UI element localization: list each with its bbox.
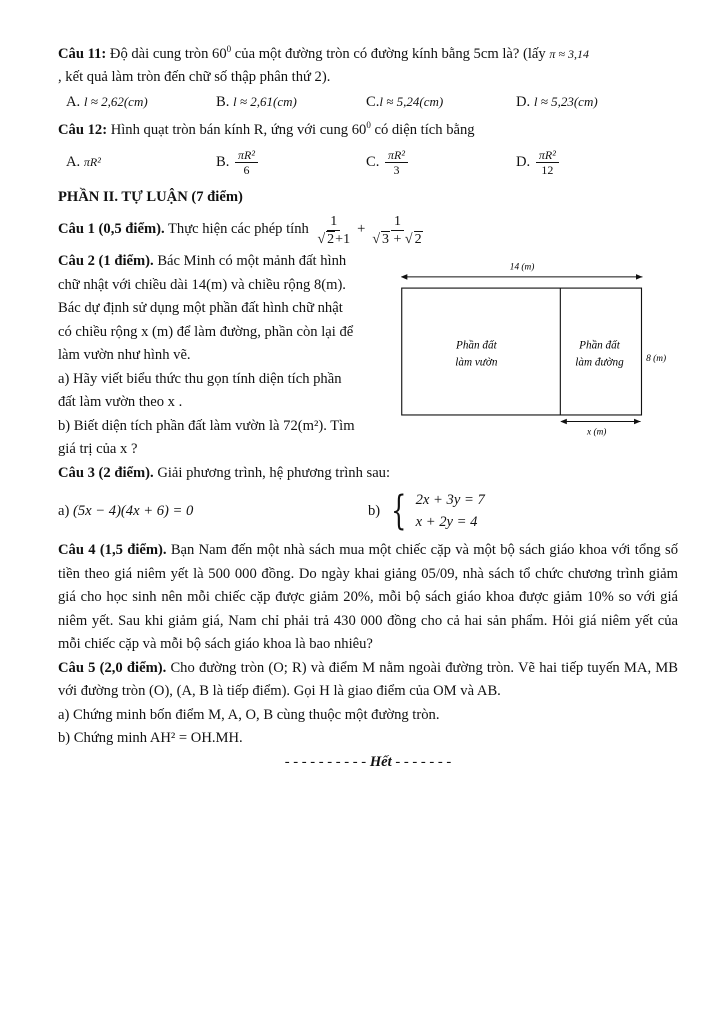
p1-question: Câu 1 (0,5 điểm). Thực hiện các phép tính $\frac{1}{√ 2+1}$ + $\frac{1}{√ 3 + √ 2}$ [58, 210, 678, 250]
q11-question: Câu 11: Độ dài cung tròn $60^0$ của một đường tròn có đường kính bằng 5cm là? (lấy π ≈ 3,14 [58, 44, 589, 62]
x-label: x (m) [587, 427, 607, 438]
p2-label: Câu 2 (1 điểm). [58, 253, 154, 270]
exam-page [58, 38, 678, 774]
garden-label-2: làm vườn [455, 356, 498, 369]
p1-fraction-2: $\frac{1}{√ 3 + √ 2}$ [372, 213, 422, 247]
q11-label: Câu 11: [58, 45, 107, 62]
p1-fraction-1: $\frac{1}{√ 2+1}$ [317, 213, 351, 247]
width-label: 8 (m) [646, 354, 667, 365]
part2-title: PHẦN II. TỰ LUẬN (7 điểm) [58, 189, 243, 206]
p3-question: Câu 3 (2 điểm). Giải phương trình, hệ phương trình sau: [58, 464, 391, 481]
garden-label-1: Phần đất [456, 339, 497, 352]
p2-block [58, 250, 678, 462]
p4-question: Câu 4 (1,5 điểm). Bạn Nam đến một nhà sách mua một chiếc cặp và một bộ sách giáo khoa với tổng số tiền theo giá niêm yết là 500 000 đồng. Do ngày khai giảng 05/09, nhà sách tổ chức chương trình giảm giá cho học sinh nên mỗi chiếc cặp được giảm 20%, mỗi bộ sách giáo khoa được giảm 10% so với giá niêm yết. Sau khi giảm giá, Nam chỉ phải trả 430 000 đồng cho cả hai sản phẩm. Hỏi giá niêm yết của mỗi chiếc cặp và mỗi bộ sách giáo khoa là bao nhiêu? [58, 542, 678, 653]
q11-options [66, 90, 678, 114]
q12-options [66, 142, 678, 182]
p2-text: Câu 2 (1 điểm). Bác Minh có một mảnh đất hình chữ nhật với chiều dài 14(m) và chiều rộng 8(m). Bác dự định sử dụng một phần đất hình chữ nhật có chiều rộng x (m) để làm đường, phần còn lại để làm vườn như hình vẽ. a) Hãy viết biểu thức thu gọn tính diện tích phần đất làm vườn theo x . b) Biết diện tích phần đất làm vườn là 72(m²). Tìm giá trị của x ? [58, 253, 355, 458]
p3-part-a: a) (5x − 4)(4x + 6) = 0 [58, 502, 194, 519]
road-label-2: làm đường [575, 356, 624, 369]
end-marker: - - - - - - - - - - Hết - - - - - - - [284, 753, 452, 770]
q12-option-b: B. $\frac{\text{πR²}}{6}$ [216, 148, 366, 177]
p5-part-b: b) Chứng minh AH² = OH.MH. [58, 730, 243, 747]
q11-option-b: B. l ≈ 2,61(cm) [216, 93, 297, 110]
p4-label: Câu 4 (1,5 điểm). [58, 542, 167, 559]
q11-option-d: D. l ≈ 5,23(cm) [516, 93, 598, 110]
p5-part-a: a) Chứng minh bốn điểm M, A, O, B cùng thuộc một đường tròn. [58, 706, 440, 723]
q12-option-d: D. $\frac{\text{πR²}}{12}$ [516, 148, 666, 177]
p3-parts [58, 485, 678, 537]
p3-label: Câu 3 (2 điểm). [58, 464, 154, 481]
p5-question: Câu 5 (2,0 điểm). Cho đường tròn (O; R) và điểm M nằm ngoài đường tròn. Vẽ hai tiếp tuyến MA, MB với đường tròn (O), (A, B là tiếp điểm). Gọi H là giao điểm của OM và AB. [58, 659, 678, 700]
length-label: 14 (m) [509, 262, 535, 273]
q11-option-a: A. l ≈ 2,62(cm) [66, 93, 148, 110]
land-diagram [398, 250, 678, 440]
q12-option-c: C. $\frac{\text{πR²}}{3}$ [366, 148, 516, 177]
q11-option-c: C.l ≈ 5,24(cm) [366, 93, 444, 110]
p3-part-b: b) { 2x + 3y = 7 x + 2y = 4 [368, 488, 485, 535]
q12-question: Câu 12: Hình quạt tròn bán kính R, ứng với cung $60^0$ có diện tích bằng [58, 119, 475, 138]
p5-label: Câu 5 (2,0 điểm). [58, 659, 167, 676]
road-label-1: Phần đất [579, 339, 620, 352]
q11-question-cont: , kết quả làm tròn đến chữ số thập phân thứ 2). [58, 69, 331, 86]
q12-option-a: A. πR² [66, 153, 101, 170]
q12-label: Câu 12: [58, 121, 108, 138]
p1-label: Câu 1 (0,5 điểm). [58, 221, 165, 238]
